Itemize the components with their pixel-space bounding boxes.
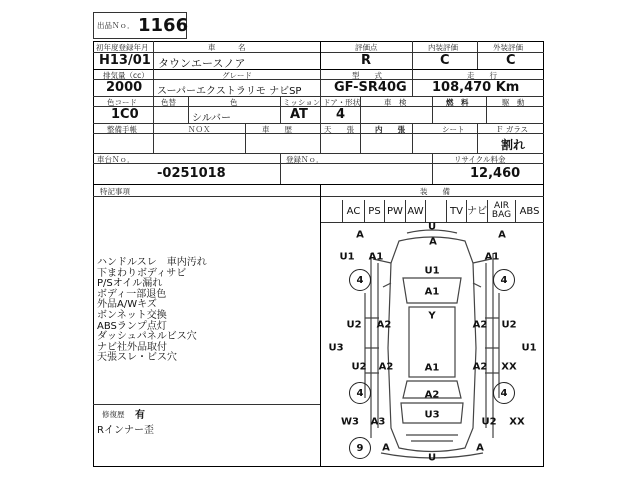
notes-list [97,258,317,364]
model-header: 型 式 [352,71,382,80]
mark: A2 [472,361,488,373]
fuel-header: 燃 料 [446,98,469,107]
score-value: R [361,53,372,68]
spare-wheel: 9 [349,437,371,459]
int-score-header: 内装評価 [428,43,458,52]
drive-header: 駆 動 [502,98,525,107]
chassis-no-value: -0251018 [157,166,226,181]
mark: XX [509,416,525,428]
manual-header: 整備手帳 [107,125,137,134]
grade-header: グレード [222,71,252,80]
interior-header: 内 張 [375,125,405,134]
mark: U2 [481,416,497,428]
chassis-no-header: 車台Ｎｏ． [97,155,135,164]
displacement-header: 排気量（cc） [103,71,149,80]
doors-value: 4 [336,107,346,122]
note-item: ボンネット交換 [97,309,167,321]
color-value: シルバー [192,113,232,124]
note-item: ボディ一部退色 [97,288,167,300]
color-code-header: 色コード [107,98,137,107]
lot-box [93,12,187,39]
equip-ac: AC [342,200,364,222]
inspection-header: 車 検 [384,98,407,107]
mark: U2 [346,319,362,331]
equip-pw: PW [384,200,405,222]
seat-header: シート [442,125,465,134]
mark: A2 [472,319,488,331]
mark: U2 [351,361,367,373]
note-item: 天張スレ・ビス穴 [97,352,177,364]
reg-no-header: 登録Ｎｏ． [286,155,324,164]
note-item: ダッシュパネルビス穴 [97,331,197,343]
ceiling-header: 天 張 [324,125,354,134]
lot-number: 1166 [138,15,189,36]
mark: U1 [424,265,440,277]
grade-value: スーパーエクストラリモ ナビSP [157,86,302,97]
wheel-front-left: 4 [349,269,371,291]
note-item: ハンドルスレ 車内汚れ [97,257,207,268]
note-item: P/Sオイル漏れ [97,278,163,290]
repair-value: 有 [135,410,145,421]
mission-value: AT [290,107,308,122]
ext-score-value: C [506,53,516,68]
color-header: 色 [230,98,238,107]
first-reg-header: 初年度登録年月 [96,43,149,52]
note-item: ABSランプ点灯 [97,320,167,332]
f-glass-header: Ｆ ガラス [496,125,529,134]
history-header: 車 歴 [262,125,292,134]
model-value: GF-SR40G [334,80,407,95]
mileage-header: 走 行 [467,71,497,80]
mark: A1 [424,286,440,298]
int-score-value: C [440,53,450,68]
repair-header: 修復歴 [102,410,125,419]
mark: A2 [376,319,392,331]
mark: A3 [370,416,386,428]
note-item: 外品A/Wキズ [97,299,157,311]
mark: A [356,229,364,241]
notes-header: 特記事項 [100,187,130,196]
mileage-value: 108,470 Km [432,80,520,95]
recycle-fee-value: 12,460 [470,166,521,181]
front-top [373,259,491,263]
mark: A1 [484,251,500,263]
ext-score-header: 外装評価 [493,43,523,52]
mark: U [427,221,437,233]
car-name-header: 車 名 [208,43,246,52]
equip-tv: TV [446,200,466,222]
color-code-value: 1C0 [111,107,139,122]
mark: A2 [424,389,440,401]
equip-airbag: AIR BAG [487,200,515,222]
equip-navi: ナビ [466,200,487,222]
equipment-header: 装 備 [420,187,450,196]
car-name-value: タウンエースノア [158,57,246,70]
mark: A1 [424,362,440,374]
mark: W3 [341,416,359,428]
f-glass-value: 割れ [501,138,526,152]
lot-label: 出品Ｎｏ． [97,21,135,30]
equip-abs: ABS [515,200,543,222]
color-replace-header: 色替 [161,98,176,107]
equip-blank [425,200,446,222]
mark: A2 [378,361,394,373]
mark: A [498,229,506,241]
equip-aw: AW [405,200,425,222]
mission-header: ミッション [283,98,321,107]
recycle-fee-header: リサイクル料金 [454,155,506,164]
mark: A [382,442,390,454]
mark: U1 [339,251,355,263]
nox-header: ＮＯＸ [188,125,211,134]
first-reg-value: H13/01 [99,53,151,68]
remarks-value: Rインナー歪 [97,425,154,436]
mark: A1 [368,251,384,263]
doors-header: ドア・形状 [323,98,361,107]
mark: A [429,236,437,248]
mark: A [476,442,484,454]
wheel-front-right: 4 [493,269,515,291]
displacement-value: 2000 [106,80,143,95]
note-item: 下まわりボディサビ [97,267,187,279]
score-header: 評価点 [355,43,378,52]
rear-grill [406,435,458,441]
note-item: ナビ社外品取付 [97,341,167,353]
mark: U [427,452,437,464]
mark: U2 [501,319,517,331]
equip-ps: PS [364,200,384,222]
mark: U3 [328,342,344,354]
mark: U3 [424,409,440,421]
wheel-rear-left: 4 [349,382,371,404]
mark: U1 [521,342,537,354]
mark: Y [428,310,436,322]
wheel-rear-right: 4 [493,382,515,404]
mark: XX [501,361,517,373]
